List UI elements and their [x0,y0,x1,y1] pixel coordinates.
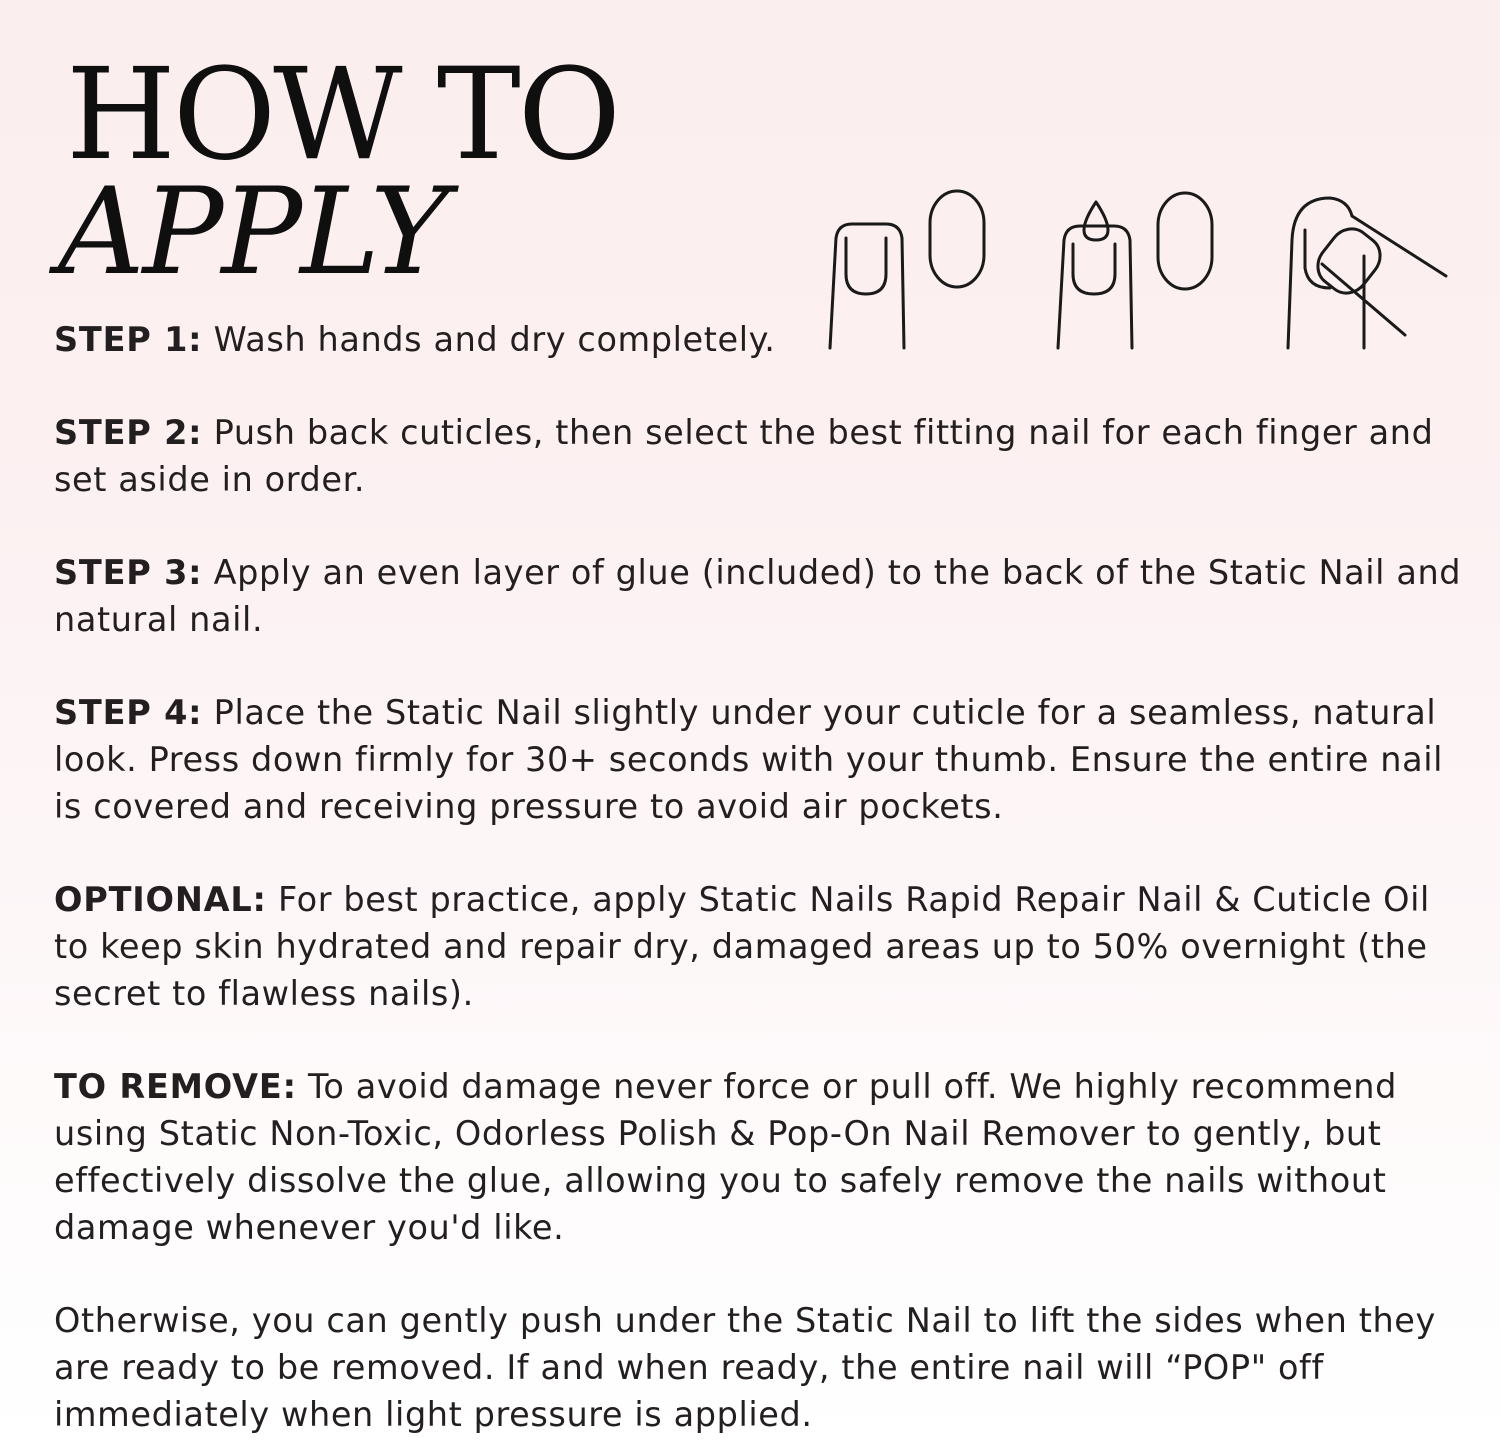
title-how-to: HOW TO [66,41,619,188]
press-on-nail-icon [930,191,984,287]
step-text: Place the Static Nail slightly under your cuticle for a seamless, natural look. Press down firmly for 30+ seconds with your thumb. Ensure the entire nail is covered and receiving pressure to avoid air pockets. [54,693,1444,826]
step-label: OPTIONAL: [54,880,267,919]
step-text: Apply an even layer of glue (included) to the back of the Static Nail and natural nail. [54,553,1462,639]
step-label: TO REMOVE: [54,1067,297,1106]
step-text: To avoid damage never force or pull off. We highly recommend using Static Non-Toxic, Odorless Polish & Pop-On Nail Remover to gently, but effectively dissolve the glue, allowing you to safely remove the nails without damage whenever you'd like. [54,1067,1398,1247]
step-text: Wash hands and dry completely. [202,320,776,359]
title-apply: APPLY [58,163,448,302]
step-3 [54,549,1474,643]
glue-drop-icon [1084,202,1108,240]
step-text: Push back cuticles, then select the best fitting nail for each finger and set aside in order. [54,413,1434,499]
step-label: STEP 3: [54,553,203,592]
step-2 [54,409,1474,503]
step-label: STEP 2: [54,413,203,452]
removal-step [54,1063,1474,1251]
press-on-nail-icon [1158,193,1212,289]
step-4 [54,689,1474,830]
step-text: For best practice, apply Static Nails Rapid Repair Nail & Cuticle Oil to keep skin hydrated and repair dry, damaged areas up to 50% overnight (the secret to flawless nails). [54,880,1430,1013]
step-label: STEP 4: [54,693,203,732]
step-label: STEP 1: [54,320,203,359]
optional-step [54,876,1474,1017]
step-1 [54,316,814,363]
closing-paragraph: Otherwise, you can gently push under the Static Nail to lift the sides when they are ready to be removed. If and when ready, the entire nail will “POP" off immediately when light pressure is applied. [54,1301,1436,1434]
instructions [54,316,1474,1438]
